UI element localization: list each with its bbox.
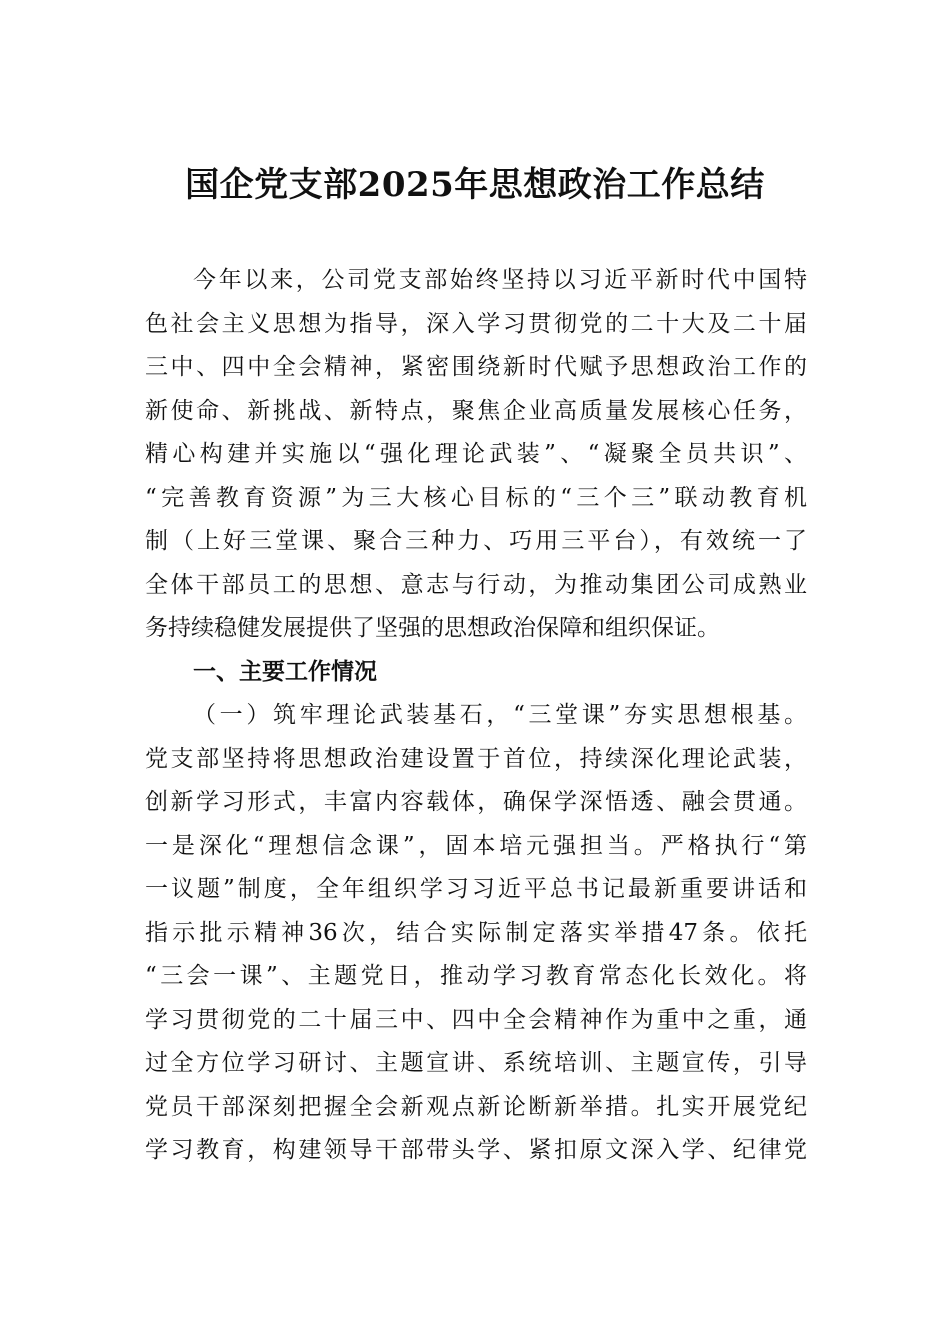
paragraph-line: “三会一课”、主题党日，推动学习教育常态化长效化。将 (145, 963, 807, 989)
paragraph-line: 党支部坚持将思想政治建设置于首位，持续深化理论武装， (145, 745, 807, 772)
paragraph-line: 制（上好三堂课、聚合三种力、巧用三平台），有效统一了 (145, 528, 807, 554)
paragraph-line: 务持续稳健发展提供了坚强的思想政治保障和组织保证。 (145, 615, 720, 641)
paragraph-line: 党员干部深刻把握全会新观点新论断新举措。扎实开展党纪 (145, 1093, 807, 1120)
paragraph-line: 新使命、新挑战、新特点，聚焦企业高质量发展核心任务， (145, 397, 807, 424)
paragraph-line: “完善教育资源”为三大核心目标的“三个三”联动教育机 (145, 484, 807, 511)
paragraph-line: 一议题”制度，全年组织学习习近平总书记最新重要讲话和 (145, 876, 807, 902)
paragraph-line: 全体干部员工的思想、意志与行动，为推动集团公司成熟业 (145, 571, 807, 598)
paragraph-line: 色社会主义思想为指导，深入学习贯彻党的二十大及二十届 (145, 310, 807, 337)
paragraph-line: 三中、四中全会精神，紧密围绕新时代赋予思想政治工作的 (145, 354, 807, 380)
paragraph-line: 学习教育，构建领导干部带头学、紧扣原文深入学、纪律党 (145, 1137, 807, 1163)
paragraph-line: 精心构建并实施以“强化理论武装”、“凝聚全员共识”、 (145, 441, 807, 467)
paragraph-line: 指示批示精神36次，结合实际制定落实举措47条。依托 (145, 919, 807, 946)
paragraph-line: 学习贯彻党的二十届三中、四中全会精神作为重中之重，通 (145, 1006, 807, 1033)
paragraph-line: 创新学习形式，丰富内容载体，确保学深悟透、融会贯通。 (145, 789, 807, 815)
document-title: 国企党支部2025年思想政治工作总结 (185, 165, 765, 205)
paragraph-line: 一是深化“理想信念课”，固本培元强担当。严格执行“第 (145, 832, 807, 859)
document-body (145, 259, 807, 1173)
paragraph-line: 过全方位学习研讨、主题宣讲、系统培训、主题宣传，引导 (145, 1050, 807, 1076)
subsection-heading: （一）筑牢理论武装基石，“三堂课”夯实思想根基。 (193, 702, 807, 728)
section-heading: 一、主要工作情况 (193, 658, 377, 685)
paragraph-line: 今年以来，公司党支部始终坚持以习近平新时代中国特 (193, 267, 807, 293)
